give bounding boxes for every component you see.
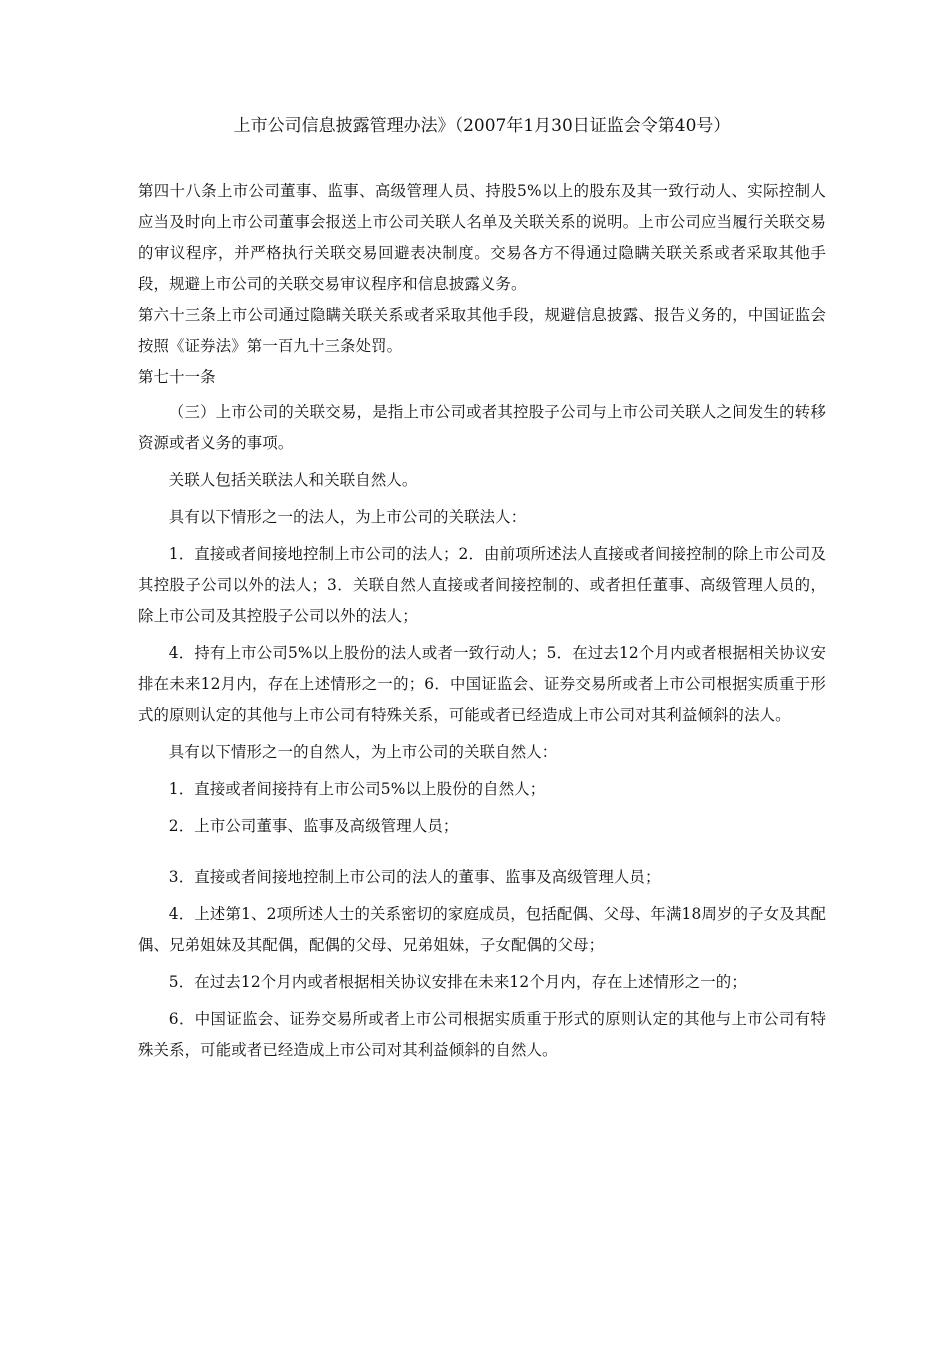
related-legal-person-heading: 具有以下情形之一的法人，为上市公司的关联法人： bbox=[168, 508, 527, 526]
article-48: 第四十八条上市公司董事、监事、高级管理人员、持股5%以上的股东及其一致行动人、实际控制人应当及时向上市公司董事会报送上市公司关联人名单及关联关系的说明。上市公司应当履行关联交易的审议程序，并严格执行关联交易回避表决制度。交易各方不得通过隐瞒关联关系或者采取其他手段，规避上市公司的关联交易审议程序和信息披露义务。 bbox=[138, 182, 826, 293]
related-legal-person-items-4-6: 4．持有上市公司5%以上股份的法人或者一致行动人；5．在过去12个月内或者根据相关协议安排在未来12月内，存在上述情形之一的；6．中国证监会、证券交易所或者上市公司根据实质重于形式的原则认定的其他与上市公司有特殊关系，可能或者已经造成上市公司对其利益倾斜的法人。 bbox=[138, 644, 826, 724]
article-63: 第六十三条上市公司通过隐瞒关联关系或者采取其他手段，规避信息披露、报告义务的，中国证监会按照《证券法》第一百九十三条处罚。 bbox=[138, 306, 826, 355]
related-natural-person-item-5: 5．在过去12个月内或者根据相关协议安排在未来12个月内，存在上述情形之一的； bbox=[168, 973, 747, 991]
related-natural-person-item-1: 1．直接或者间接持有上市公司5%以上股份的自然人； bbox=[168, 780, 546, 798]
related-natural-person-heading: 具有以下情形之一的自然人，为上市公司的关联自然人： bbox=[168, 743, 558, 761]
related-natural-person-item-3: 3．直接或者间接地控制上市公司的法人的董事、监事及高级管理人员； bbox=[168, 868, 661, 886]
document-body bbox=[138, 176, 826, 1066]
related-legal-person-items-1-3: 1．直接或者间接地控制上市公司的法人；2．由前项所述法人直接或者间接控制的除上市公司及其控股子公司以外的法人；3．关联自然人直接或者间接控制的、或者担任董事、高级管理人员的，除上市公司及其控股子公司以外的法人； bbox=[138, 545, 826, 625]
article-71-heading: 第七十一条 bbox=[138, 368, 216, 386]
related-natural-person-item-4: 4．上述第1、2项所述人士的关系密切的家庭成员，包括配偶、父母、年满18周岁的子女及其配偶、兄弟姐妹及其配偶，配偶的父母、兄弟姐妹，子女配偶的父母； bbox=[138, 905, 826, 954]
related-natural-person-item-2: 2．上市公司董事、监事及高级管理人员； bbox=[168, 817, 459, 835]
article-71-item-3: （三）上市公司的关联交易，是指上市公司或者其控股子公司与上市公司关联人之间发生的转移资源或者义务的事项。 bbox=[138, 403, 826, 452]
related-natural-person-item-6: 6．中国证监会、证券交易所或者上市公司根据实质重于形式的原则认定的其他与上市公司有特殊关系，可能或者已经造成上市公司对其利益倾斜的自然人。 bbox=[138, 1010, 826, 1059]
document-title: 上市公司信息披露管理办法》（2007年1月30日证监会令第40号） bbox=[233, 116, 731, 136]
related-party-definition: 关联人包括关联法人和关联自然人。 bbox=[168, 471, 418, 489]
